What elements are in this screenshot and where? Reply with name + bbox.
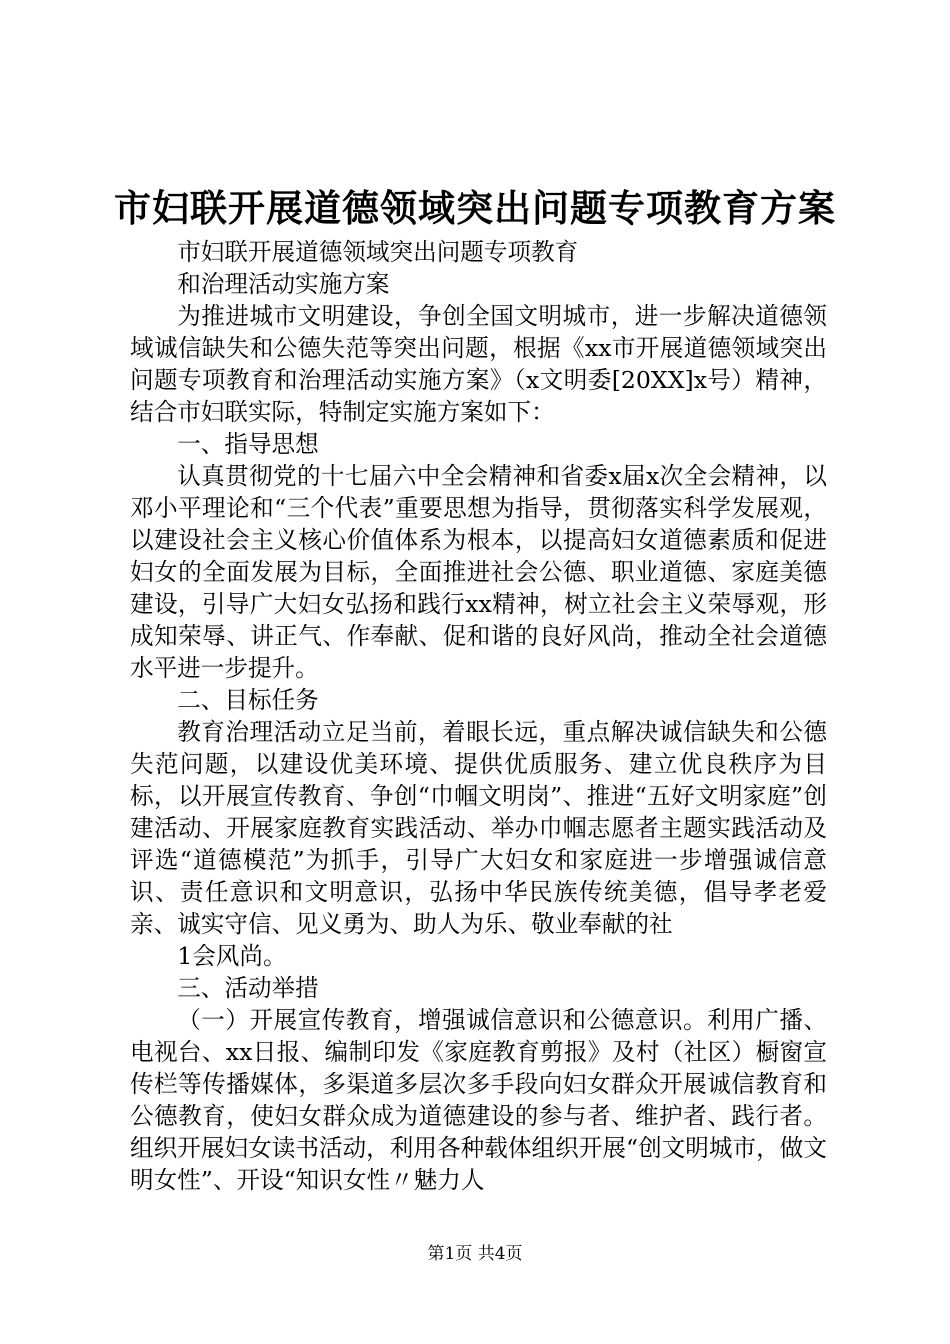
guiding-thought-paragraph: 认真贯彻党的十七届六中全会精神和省委x届x次全会精神，以邓小平理论和“三个代表”重要思想为指导，贯彻落实科学发展观，以建设社会主义核心价值体系为根本，以提高妇女道德素质和促进妇女的全面发展为目标，全面推进社会公德、职业道德、家庭美德建设，引导广大妇女弘扬和践行xx精神，树立社会主义荣辱观，形成知荣辱、讲正气、作奉献、促和谐的良好风尚，推动全社会道德水平进一步提升。	[130, 462, 827, 682]
section-heading-measures: 三、活动举措	[177, 974, 319, 1002]
intro-paragraph: 为推进城市文明建设，争创全国文明城市，进一步解决道德领域诚信缺失和公德失范等突出问题，根据《xx市开展道德领域突出问题专项教育和治理活动实施方案》（x文明委[20XX]x号）精神，结合市妇联实际，特制定实施方案如下：	[130, 302, 827, 426]
page-footer: 第1页 共4页	[427, 1244, 523, 1264]
subtitle-line-2: 和治理活动实施方案	[177, 270, 390, 298]
measures-paragraph-1: （一）开展宣传教育，增强诚信意识和公德意识。利用广播、电视台、xx日报、编制印发《家庭教育剪报》及村（社区）橱窗宣传栏等传播媒体，多渠道多层次多手段向妇女群众开展诚信教育和公德教育，使妇女群众成为道德建设的参与者、维护者、践行者。组织开展妇女读书活动，利用各种载体组织开展“创文明城市，做文明女性”、开设“知识女性〃魅力人	[130, 1006, 827, 1194]
section-heading-goals: 二、目标任务	[177, 686, 319, 714]
goals-paragraph: 教育治理活动立足当前，着眼长远，重点解决诚信缺失和公德失范问题，以建设优美环境、提供优质服务、建立优良秩序为目标，以开展宣传教育、争创“巾帼文明岗”、推进“五好文明家庭”创建活动、开展家庭教育实践活动、举办巾帼志愿者主题实践活动及评选“道德模范”为抓手，引导广大妇女和家庭进一步增强诚信意识、责任意识和文明意识，弘扬中华民族传统美德，倡导孝老爱亲、诚实守信、见义勇为、助人为乐、敬业奉献的社	[130, 718, 827, 938]
document-body	[130, 236, 827, 1196]
document-title: 市妇联开展道德领域突出问题专项教育方案	[114, 186, 836, 230]
section-heading-guiding-thought: 一、指导思想	[177, 430, 319, 458]
subtitle-line-1: 市妇联开展道德领域突出问题专项教育	[177, 238, 579, 266]
goals-paragraph-continued: 1会风尚。	[177, 942, 287, 970]
